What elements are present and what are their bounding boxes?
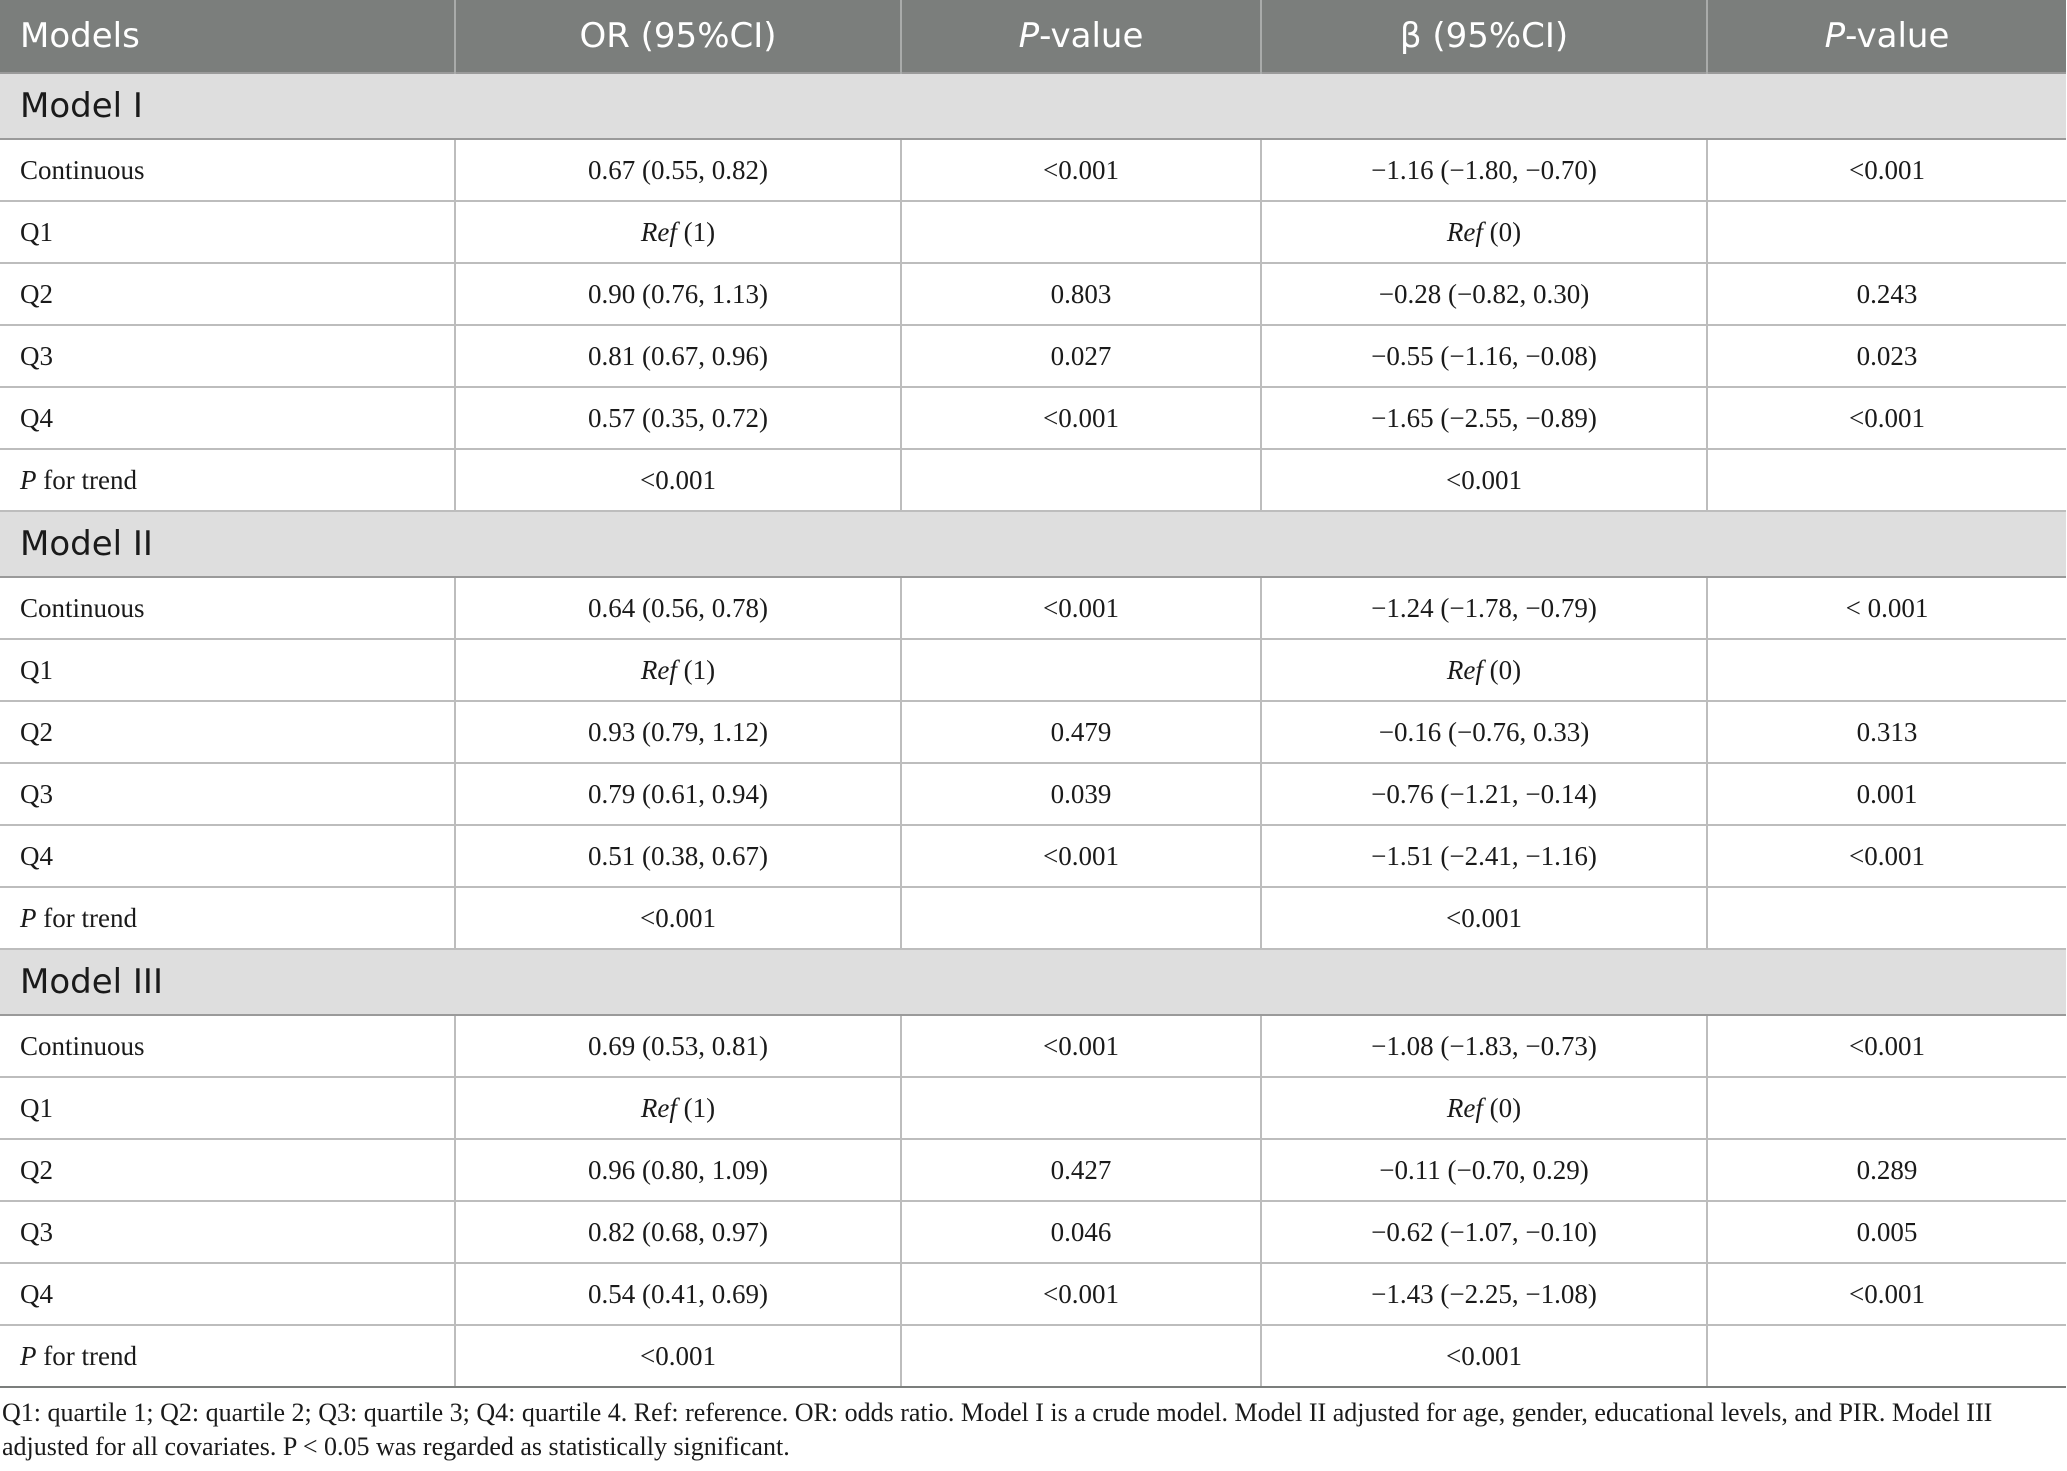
ref-italic: Ref — [1446, 216, 1483, 247]
beta-ci-cell: −1.51 (−2.41, −1.16) — [1261, 825, 1707, 887]
row-label-rest: for trend — [36, 464, 137, 495]
row-label: Q3 — [0, 1201, 455, 1263]
beta-ci-cell: <0.001 — [1261, 887, 1707, 949]
header-or-ci: OR (95%CI) — [455, 0, 901, 73]
beta-ci-cell: −1.16 (−1.80, −0.70) — [1261, 139, 1707, 201]
p-value-cell: < 0.001 — [1707, 577, 2066, 639]
p-value-cell: <0.001 — [901, 577, 1261, 639]
row-label — [0, 449, 455, 511]
header-p-italic: P — [1824, 16, 1846, 56]
ref-italic: Ref — [1446, 654, 1483, 685]
row-label-rest: for trend — [36, 902, 137, 933]
row-label: Q3 — [0, 325, 455, 387]
table-row — [0, 263, 2066, 325]
header-p-suffix: -value — [1845, 16, 1950, 56]
beta-ci-cell: −1.08 (−1.83, −0.73) — [1261, 1015, 1707, 1077]
p-value-cell: 0.005 — [1707, 1201, 2066, 1263]
p-value-cell: 0.243 — [1707, 263, 2066, 325]
p-value-cell: <0.001 — [1707, 1263, 2066, 1325]
table-row — [0, 1139, 2066, 1201]
ref-value: (0) — [1482, 216, 1522, 247]
row-label: Continuous — [0, 577, 455, 639]
p-value-cell — [901, 639, 1261, 701]
header-p-italic: P — [1018, 16, 1040, 56]
p-value-cell — [901, 1325, 1261, 1387]
row-label: Q1 — [0, 639, 455, 701]
section-row — [0, 73, 2066, 139]
or-ci-cell: 0.96 (0.80, 1.09) — [455, 1139, 901, 1201]
or-ci-cell: 0.81 (0.67, 0.96) — [455, 325, 901, 387]
section-title: Model II — [0, 511, 2066, 577]
beta-ci-cell — [1261, 639, 1707, 701]
p-value-cell: <0.001 — [901, 387, 1261, 449]
p-value-cell — [1707, 201, 2066, 263]
ref-italic: Ref — [640, 654, 677, 685]
p-value-cell — [1707, 449, 2066, 511]
header-p-value-2 — [1707, 0, 2066, 73]
p-value-cell: 0.289 — [1707, 1139, 2066, 1201]
section-title: Model III — [0, 949, 2066, 1015]
header-p-suffix: -value — [1039, 16, 1144, 56]
row-label: Q4 — [0, 825, 455, 887]
p-value-cell — [901, 201, 1261, 263]
p-value-cell: 0.001 — [1707, 763, 2066, 825]
p-value-cell: 0.027 — [901, 325, 1261, 387]
table-row — [0, 1077, 2066, 1139]
section-title: Model I — [0, 73, 2066, 139]
ref-value: (0) — [1482, 1092, 1522, 1123]
row-label-italic: P — [20, 464, 37, 495]
p-value-cell: 0.023 — [1707, 325, 2066, 387]
ref-italic: Ref — [1446, 1092, 1483, 1123]
beta-ci-cell: −0.76 (−1.21, −0.14) — [1261, 763, 1707, 825]
row-label: Q1 — [0, 1077, 455, 1139]
ref-italic: Ref — [640, 216, 677, 247]
beta-ci-cell — [1261, 201, 1707, 263]
p-value-cell — [1707, 887, 2066, 949]
p-value-cell: <0.001 — [1707, 139, 2066, 201]
table-row — [0, 639, 2066, 701]
p-value-cell: <0.001 — [1707, 825, 2066, 887]
row-label — [0, 887, 455, 949]
table-row — [0, 1263, 2066, 1325]
ref-italic: Ref — [640, 1092, 677, 1123]
section-row — [0, 949, 2066, 1015]
p-value-cell — [1707, 1077, 2066, 1139]
row-label: Continuous — [0, 1015, 455, 1077]
p-value-cell: <0.001 — [901, 1015, 1261, 1077]
row-label: Q3 — [0, 763, 455, 825]
or-ci-cell: 0.64 (0.56, 0.78) — [455, 577, 901, 639]
or-ci-cell: <0.001 — [455, 1325, 901, 1387]
row-label: Q2 — [0, 1139, 455, 1201]
beta-ci-cell — [1261, 1077, 1707, 1139]
row-label: Q4 — [0, 1263, 455, 1325]
header-p-value-1 — [901, 0, 1261, 73]
or-ci-cell: 0.69 (0.53, 0.81) — [455, 1015, 901, 1077]
row-label — [0, 1325, 455, 1387]
row-label: Q4 — [0, 387, 455, 449]
table-row — [0, 701, 2066, 763]
or-ci-cell — [455, 639, 901, 701]
table-header — [0, 0, 2066, 73]
header-row — [0, 0, 2066, 73]
table-row — [0, 1201, 2066, 1263]
header-models: Models — [0, 0, 455, 73]
ref-value: (1) — [676, 654, 716, 685]
table-row — [0, 387, 2066, 449]
p-value-cell: 0.039 — [901, 763, 1261, 825]
table-row — [0, 201, 2066, 263]
beta-ci-cell: <0.001 — [1261, 449, 1707, 511]
p-value-cell — [1707, 639, 2066, 701]
beta-ci-cell: −0.55 (−1.16, −0.08) — [1261, 325, 1707, 387]
beta-ci-cell: −0.28 (−0.82, 0.30) — [1261, 263, 1707, 325]
row-label-italic: P — [20, 902, 37, 933]
row-label: Continuous — [0, 139, 455, 201]
table-row — [0, 325, 2066, 387]
p-value-cell — [1707, 1325, 2066, 1387]
beta-ci-cell: −0.11 (−0.70, 0.29) — [1261, 1139, 1707, 1201]
ref-value: (1) — [676, 1092, 716, 1123]
table-footnote: Q1: quartile 1; Q2: quartile 2; Q3: quartile 3; Q4: quartile 4. Ref: reference. OR: odds ratio. Model I is a crude model. Model II adjusted for age, gender, educational levels, and PIR. Model III adjusted for all covariates. P < 0.05 was regarded as statistically significant. — [2, 1398, 1993, 1461]
or-ci-cell: <0.001 — [455, 449, 901, 511]
ref-value: (1) — [676, 216, 716, 247]
beta-ci-cell: <0.001 — [1261, 1325, 1707, 1387]
or-ci-cell — [455, 1077, 901, 1139]
row-label: Q1 — [0, 201, 455, 263]
beta-ci-cell: −1.24 (−1.78, −0.79) — [1261, 577, 1707, 639]
p-value-cell: 0.479 — [901, 701, 1261, 763]
beta-ci-cell: −1.43 (−2.25, −1.08) — [1261, 1263, 1707, 1325]
p-value-cell — [901, 449, 1261, 511]
or-ci-cell: 0.82 (0.68, 0.97) — [455, 1201, 901, 1263]
or-ci-cell: 0.79 (0.61, 0.94) — [455, 763, 901, 825]
table-row — [0, 1325, 2066, 1387]
row-label: Q2 — [0, 263, 455, 325]
or-ci-cell: 0.51 (0.38, 0.67) — [455, 825, 901, 887]
p-value-cell: <0.001 — [1707, 1015, 2066, 1077]
table-row — [0, 577, 2066, 639]
p-value-cell — [901, 887, 1261, 949]
p-value-cell: <0.001 — [901, 825, 1261, 887]
table-row — [0, 139, 2066, 201]
table-row — [0, 887, 2066, 949]
p-value-cell: <0.001 — [1707, 387, 2066, 449]
p-value-cell: 0.313 — [1707, 701, 2066, 763]
p-value-cell: <0.001 — [901, 139, 1261, 201]
row-label-italic: P — [20, 1340, 37, 1371]
or-ci-cell: 0.67 (0.55, 0.82) — [455, 139, 901, 201]
ref-value: (0) — [1482, 654, 1522, 685]
table-row — [0, 449, 2066, 511]
or-ci-cell: 0.90 (0.76, 1.13) — [455, 263, 901, 325]
header-beta-ci: β (95%CI) — [1261, 0, 1707, 73]
beta-ci-cell: −0.62 (−1.07, −0.10) — [1261, 1201, 1707, 1263]
table-body — [0, 73, 2066, 1387]
p-value-cell: 0.803 — [901, 263, 1261, 325]
p-value-cell: 0.427 — [901, 1139, 1261, 1201]
or-ci-cell: <0.001 — [455, 887, 901, 949]
or-ci-cell — [455, 201, 901, 263]
table-row — [0, 763, 2066, 825]
or-ci-cell: 0.54 (0.41, 0.69) — [455, 1263, 901, 1325]
or-ci-cell: 0.57 (0.35, 0.72) — [455, 387, 901, 449]
p-value-cell: <0.001 — [901, 1263, 1261, 1325]
beta-ci-cell: −0.16 (−0.76, 0.33) — [1261, 701, 1707, 763]
section-row — [0, 511, 2066, 577]
p-value-cell — [901, 1077, 1261, 1139]
row-label: Q2 — [0, 701, 455, 763]
beta-ci-cell: −1.65 (−2.55, −0.89) — [1261, 387, 1707, 449]
row-label-rest: for trend — [36, 1340, 137, 1371]
p-value-cell: 0.046 — [901, 1201, 1261, 1263]
or-ci-cell: 0.93 (0.79, 1.12) — [455, 701, 901, 763]
table-row — [0, 825, 2066, 887]
table-row — [0, 1015, 2066, 1077]
